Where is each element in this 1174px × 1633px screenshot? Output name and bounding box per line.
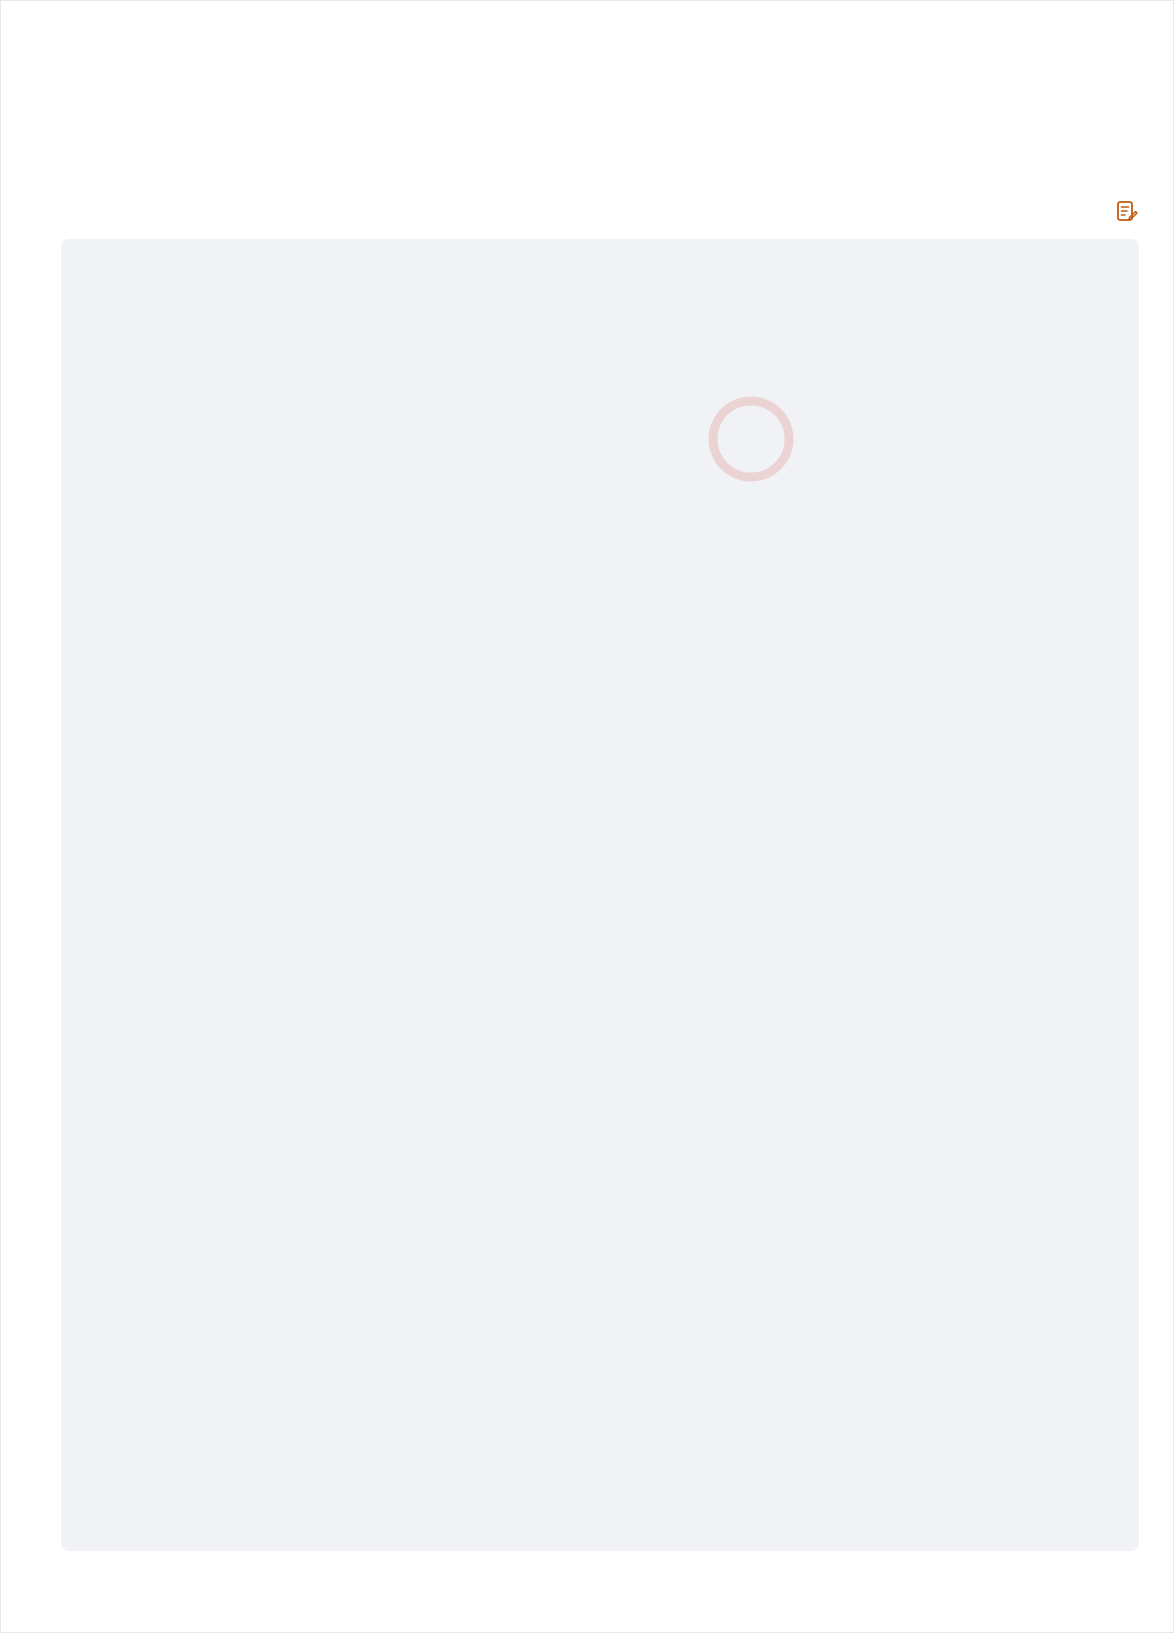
spacer xyxy=(83,355,1117,419)
spacer xyxy=(83,495,1117,539)
spacer xyxy=(83,695,1117,723)
document-edit-icon xyxy=(1115,199,1139,223)
spacer xyxy=(83,275,1117,339)
body-heading xyxy=(1107,199,1139,223)
spacer xyxy=(83,635,1117,679)
spacer xyxy=(83,435,1117,479)
spacer xyxy=(83,555,1117,619)
notice-body xyxy=(61,239,1139,1551)
